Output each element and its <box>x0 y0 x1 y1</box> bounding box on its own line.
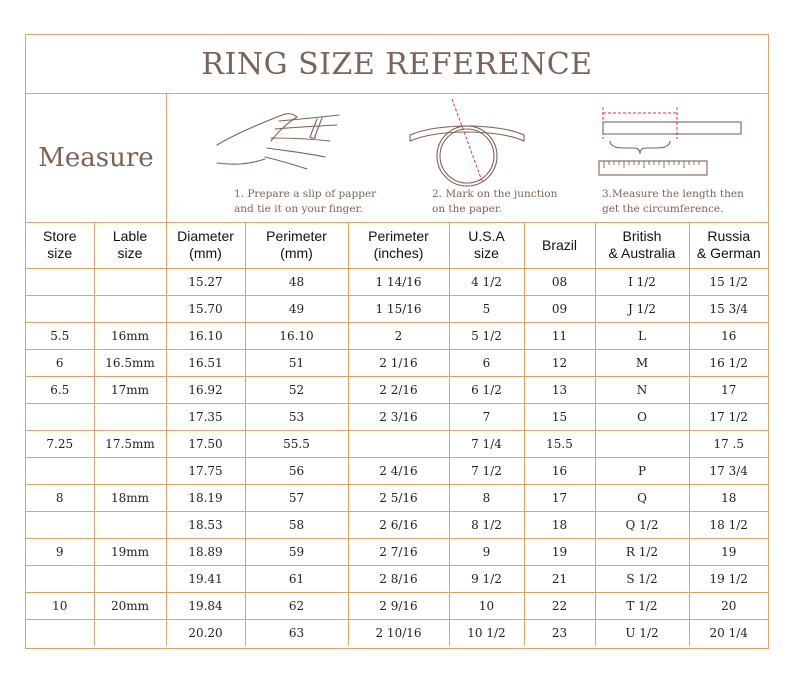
column-header-line1: Russia <box>707 228 751 244</box>
table-cell-perimeter-mm: 48 <box>245 269 348 296</box>
table-cell-diameter-mm: 18.53 <box>166 512 245 539</box>
table-cell-russia-german-size: 17 1/2 <box>689 404 768 431</box>
table-cell-russia-german-size: 19 <box>689 539 768 566</box>
table-cell-usa-size: 8 1/2 <box>449 512 524 539</box>
table-row <box>26 512 768 539</box>
table-cell-lable-size <box>94 296 166 323</box>
table-cell-british-australia-size: T 1/2 <box>595 593 689 620</box>
table-row <box>26 269 768 296</box>
table-cell-diameter-mm: 18.19 <box>166 485 245 512</box>
table-cell-store-size: 6.5 <box>26 377 94 404</box>
table-cell-perimeter-mm: 57 <box>245 485 348 512</box>
measure-label: Measure <box>26 93 167 222</box>
table-cell-lable-size: 20mm <box>94 593 166 620</box>
step-3-line2: get the circumference. <box>602 203 724 215</box>
measure-step-1 <box>167 93 377 222</box>
step-3-line1: 3.Measure the length then <box>602 188 744 200</box>
table-cell-perimeter-inches: 2 1/16 <box>348 350 449 377</box>
table-cell-russia-german-size: 18 1/2 <box>689 512 768 539</box>
column-header-brazil-size <box>524 222 595 269</box>
step-2-line2: on the paper. <box>432 203 503 215</box>
table-cell-perimeter-mm: 61 <box>245 566 348 593</box>
table-cell-usa-size: 9 <box>449 539 524 566</box>
table-row <box>26 458 768 485</box>
table-row <box>26 485 768 512</box>
table-cell-brazil-size: 13 <box>524 377 595 404</box>
table-cell-store-size <box>26 296 94 323</box>
table-cell-lable-size: 17.5mm <box>94 431 166 458</box>
table-cell-perimeter-inches: 2 6/16 <box>348 512 449 539</box>
table-cell-lable-size <box>94 269 166 296</box>
table-cell-lable-size: 19mm <box>94 539 166 566</box>
table-row <box>26 377 768 404</box>
table-cell-brazil-size: 11 <box>524 323 595 350</box>
table-cell-lable-size: 16mm <box>94 323 166 350</box>
table-cell-store-size: 9 <box>26 539 94 566</box>
table-cell-perimeter-inches: 1 14/16 <box>348 269 449 296</box>
table-cell-russia-german-size: 20 1/4 <box>689 620 768 647</box>
table-cell-store-size <box>26 404 94 431</box>
table-cell-brazil-size: 12 <box>524 350 595 377</box>
table-cell-perimeter-inches: 2 4/16 <box>348 458 449 485</box>
table-cell-british-australia-size: Q 1/2 <box>595 512 689 539</box>
table-cell-usa-size: 8 <box>449 485 524 512</box>
table-cell-brazil-size: 17 <box>524 485 595 512</box>
table-cell-british-australia-size: Q <box>595 485 689 512</box>
table-cell-diameter-mm: 18.89 <box>166 539 245 566</box>
table-cell-perimeter-inches: 2 10/16 <box>348 620 449 647</box>
table-cell-store-size: 7.25 <box>26 431 94 458</box>
table-cell-perimeter-mm: 51 <box>245 350 348 377</box>
chart-title: RING SIZE REFERENCE <box>26 35 768 94</box>
table-cell-lable-size <box>94 512 166 539</box>
table-cell-usa-size: 6 1/2 <box>449 377 524 404</box>
table-cell-usa-size: 5 <box>449 296 524 323</box>
ring-size-chart <box>25 34 769 649</box>
table-cell-diameter-mm: 17.35 <box>166 404 245 431</box>
column-header-line1: Diameter <box>177 228 234 244</box>
table-cell-british-australia-size <box>595 431 689 458</box>
step-2-line1: 2. Mark on the junction <box>432 188 558 200</box>
column-header-line2: & Australia <box>608 245 676 261</box>
column-header-perimeter-mm <box>245 222 348 269</box>
table-cell-perimeter-inches: 2 8/16 <box>348 566 449 593</box>
table-cell-brazil-size: 22 <box>524 593 595 620</box>
table-cell-diameter-mm: 16.10 <box>166 323 245 350</box>
table-row <box>26 404 768 431</box>
table-cell-russia-german-size: 15 1/2 <box>689 269 768 296</box>
column-header-russia-german-size <box>689 222 768 269</box>
table-cell-usa-size: 5 1/2 <box>449 323 524 350</box>
table-cell-british-australia-size: S 1/2 <box>595 566 689 593</box>
table-cell-perimeter-inches <box>348 431 449 458</box>
table-cell-store-size: 6 <box>26 350 94 377</box>
column-header-store-size <box>26 222 94 269</box>
column-header-line2: size <box>47 245 73 261</box>
table-cell-lable-size <box>94 404 166 431</box>
column-header-line1: British <box>622 228 662 244</box>
column-header-line1: U.S.A <box>468 228 505 244</box>
table-cell-russia-german-size: 17 3/4 <box>689 458 768 485</box>
table-cell-lable-size: 16.5mm <box>94 350 166 377</box>
table-cell-perimeter-mm: 56 <box>245 458 348 485</box>
column-header-usa-size <box>449 222 524 269</box>
table-cell-usa-size: 4 1/2 <box>449 269 524 296</box>
table-cell-lable-size <box>94 566 166 593</box>
table-cell-store-size <box>26 566 94 593</box>
table-cell-british-australia-size: N <box>595 377 689 404</box>
table-cell-store-size <box>26 458 94 485</box>
table-cell-usa-size: 6 <box>449 350 524 377</box>
column-header-perimeter-inches <box>348 222 449 269</box>
column-header-diameter-mm <box>166 222 245 269</box>
table-cell-usa-size: 7 1/4 <box>449 431 524 458</box>
column-header-line1: Lable <box>112 228 148 244</box>
measure-step-3 <box>542 93 768 222</box>
column-header-british-australia-size <box>595 222 689 269</box>
table-cell-russia-german-size: 17 <box>689 377 768 404</box>
table-cell-diameter-mm: 20.20 <box>166 620 245 647</box>
table-cell-brazil-size: 09 <box>524 296 595 323</box>
table-cell-brazil-size: 18 <box>524 512 595 539</box>
table-cell-brazil-size: 23 <box>524 620 595 647</box>
table-cell-perimeter-inches: 1 15/16 <box>348 296 449 323</box>
table-row <box>26 431 768 458</box>
table-cell-perimeter-mm: 63 <box>245 620 348 647</box>
table-cell-usa-size: 10 <box>449 593 524 620</box>
table-cell-perimeter-mm: 52 <box>245 377 348 404</box>
table-cell-diameter-mm: 16.51 <box>166 350 245 377</box>
table-cell-russia-german-size: 20 <box>689 593 768 620</box>
table-cell-british-australia-size: I 1/2 <box>595 269 689 296</box>
table-cell-british-australia-size: R 1/2 <box>595 539 689 566</box>
table-cell-perimeter-mm: 55.5 <box>245 431 348 458</box>
table-cell-diameter-mm: 15.70 <box>166 296 245 323</box>
table-cell-russia-german-size: 19 1/2 <box>689 566 768 593</box>
table-cell-perimeter-inches: 2 7/16 <box>348 539 449 566</box>
table-cell-perimeter-inches: 2 9/16 <box>348 593 449 620</box>
table-cell-lable-size: 17mm <box>94 377 166 404</box>
table-cell-perimeter-mm: 53 <box>245 404 348 431</box>
table-cell-diameter-mm: 17.75 <box>166 458 245 485</box>
table-row <box>26 296 768 323</box>
column-header-line2: (mm) <box>280 245 313 261</box>
column-header-line2: (inches) <box>373 245 424 261</box>
table-cell-russia-german-size: 17 .5 <box>689 431 768 458</box>
table-cell-diameter-mm: 19.41 <box>166 566 245 593</box>
table-cell-brazil-size: 15.5 <box>524 431 595 458</box>
table-header-row <box>26 222 768 269</box>
step-1-line1: 1. Prepare a slip of papper <box>234 188 377 200</box>
table-cell-usa-size: 10 1/2 <box>449 620 524 647</box>
table-cell-lable-size <box>94 458 166 485</box>
table-cell-british-australia-size: O <box>595 404 689 431</box>
table-cell-perimeter-inches: 2 5/16 <box>348 485 449 512</box>
table-cell-store-size: 8 <box>26 485 94 512</box>
column-header-lable-size <box>94 222 166 269</box>
table-cell-diameter-mm: 16.92 <box>166 377 245 404</box>
table-cell-perimeter-inches: 2 2/16 <box>348 377 449 404</box>
table-cell-lable-size <box>94 620 166 647</box>
table-cell-store-size: 10 <box>26 593 94 620</box>
table-cell-lable-size: 18mm <box>94 485 166 512</box>
table-cell-diameter-mm: 19.84 <box>166 593 245 620</box>
table-cell-perimeter-mm: 16.10 <box>245 323 348 350</box>
table-row <box>26 593 768 620</box>
table-cell-brazil-size: 21 <box>524 566 595 593</box>
table-cell-russia-german-size: 16 <box>689 323 768 350</box>
column-header-line2: (mm) <box>189 245 222 261</box>
table-cell-usa-size: 7 <box>449 404 524 431</box>
table-row <box>26 620 768 647</box>
column-header-line2: size <box>117 245 143 261</box>
table-cell-brazil-size: 16 <box>524 458 595 485</box>
table-cell-perimeter-inches: 2 <box>348 323 449 350</box>
table-cell-brazil-size: 08 <box>524 269 595 296</box>
table-cell-store-size: 5.5 <box>26 323 94 350</box>
table-cell-usa-size: 7 1/2 <box>449 458 524 485</box>
table-cell-store-size <box>26 620 94 647</box>
table-cell-diameter-mm: 15.27 <box>166 269 245 296</box>
table-cell-usa-size: 9 1/2 <box>449 566 524 593</box>
table-cell-store-size <box>26 269 94 296</box>
table-cell-perimeter-mm: 62 <box>245 593 348 620</box>
table-cell-store-size <box>26 512 94 539</box>
column-header-line1: Brazil <box>541 236 577 253</box>
table-row <box>26 323 768 350</box>
column-header-line1: Perimeter <box>368 228 429 244</box>
table-cell-russia-german-size: 18 <box>689 485 768 512</box>
table-row <box>26 350 768 377</box>
column-header-line1: Perimeter <box>266 228 327 244</box>
table-cell-british-australia-size: J 1/2 <box>595 296 689 323</box>
table-cell-british-australia-size: M <box>595 350 689 377</box>
table-cell-british-australia-size: L <box>595 323 689 350</box>
table-cell-brazil-size: 19 <box>524 539 595 566</box>
table-cell-brazil-size: 15 <box>524 404 595 431</box>
table-row <box>26 566 768 593</box>
table-cell-british-australia-size: U 1/2 <box>595 620 689 647</box>
measure-section <box>26 93 768 223</box>
column-header-line2: & German <box>696 245 761 261</box>
table-cell-perimeter-mm: 49 <box>245 296 348 323</box>
table-cell-perimeter-mm: 58 <box>245 512 348 539</box>
table-cell-russia-german-size: 15 3/4 <box>689 296 768 323</box>
measure-step-2 <box>342 93 558 222</box>
column-header-line1: Store <box>43 228 77 244</box>
table-cell-diameter-mm: 17.50 <box>166 431 245 458</box>
size-table <box>26 222 768 646</box>
table-cell-perimeter-mm: 59 <box>245 539 348 566</box>
table-cell-british-australia-size: P <box>595 458 689 485</box>
step-1-line2: and tie it on your finger. <box>234 203 363 215</box>
table-row <box>26 539 768 566</box>
column-header-line2: size <box>474 245 499 261</box>
table-cell-perimeter-inches: 2 3/16 <box>348 404 449 431</box>
table-cell-russia-german-size: 16 1/2 <box>689 350 768 377</box>
